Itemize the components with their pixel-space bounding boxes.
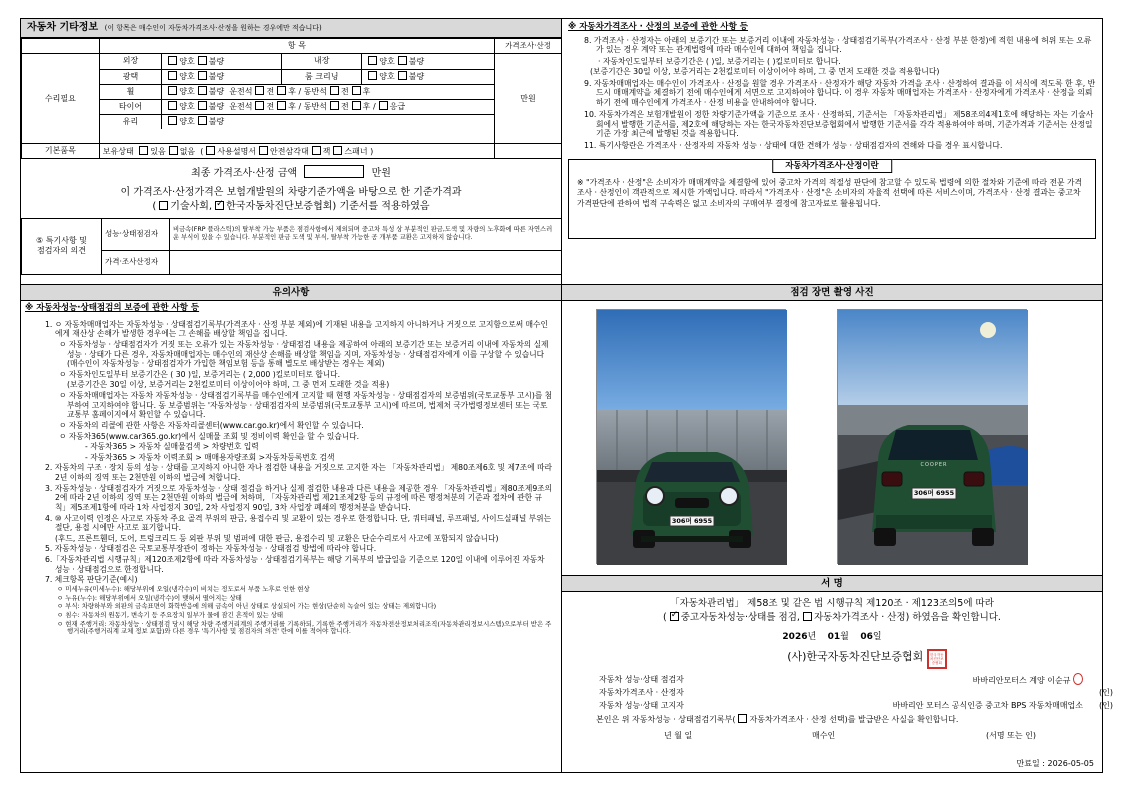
room-good-checkbox[interactable]: [368, 71, 377, 80]
caution-header: 유의사항: [21, 285, 561, 301]
item-11: 11. 특기사항란은 가격조사 · 산정자의 자동차 성능 · 상태에 대한 견해가 성능 · 상태점검자의 견해와 다를 경우 표시합니다.: [584, 140, 1003, 150]
date-month: 01: [827, 631, 841, 642]
note-1: 1. ㅇ 자동차매매업자는 자동차성능 · 상태점검기록부(가격조사 · 산정 부분 제외)에 기재된 내용을 고지하지 아니하거나 거짓으로 고지함으로써 매수인에게 재산상 손해가 발생한 경우에는 그 손해를 배상할 책임을 집니다.: [45, 319, 548, 339]
wheel-bad-checkbox[interactable]: [198, 86, 207, 95]
rear-car-illustration: [838, 310, 1028, 565]
final-amount-label: 최종 가격조사·산정 금액: [191, 168, 298, 179]
law-line-2: (✓ 중고자동차성능·상태를 점검, 자동차가격조사 · 산정) 하였음을 확인합니다.: [562, 612, 1102, 624]
note-1f: ㅇ 자동차365(www.car365.go.kr)에서 실매물 조회 및 정비이력 확인을 할 수 있습니다.: [59, 431, 360, 441]
wheel-label: 휠: [100, 84, 162, 99]
buyer-sign-row: [596, 731, 1102, 743]
item-9: 9. 자동차매매업자는 매수인이 가격조사 · 산정을 원할 경우 가격조사 · 산정자가 해당 자동차 가격을 조사 · 산정하여 결과를 이 서식에 적도록 한 후, 반드시 매매계약을 체결하기 전에 매수인에게 서면으로 고지하여야 합니다. 이 경우 자동차 매매업자는 가격조사 · 산정자에게 가격조사 · 산정을 의뢰하기 전에 매수인에게 가격조사 · 산정 비용을 안내하여야 합니다.: [584, 78, 1096, 108]
etc-title-row: [21, 19, 561, 38]
document-page: [20, 18, 1113, 773]
law-line-1: 「자동차관리법」 제58조 및 같은 법 시행규칙 제120조 · 제123조의5에 따라: [670, 598, 994, 609]
expiry-date: 만료일 : 2026-05-05: [1016, 759, 1094, 768]
note-1c: ㅇ 자동차인도일부터 보증기간은 ( 30 )일, 보증거리는 ( 2,000 )킬로미터로 합니다.: [59, 369, 341, 379]
interior-good-checkbox[interactable]: [368, 56, 377, 65]
room-bad-checkbox[interactable]: [398, 71, 407, 80]
buyer-confirm: 본인은 위 자동차성능 · 상태점검기록부( 자동차가격조사 · 산정 선택)를 발급받은 사실을 확인합니다.: [596, 715, 959, 724]
tire-pass-front-checkbox[interactable]: [330, 101, 339, 110]
date-year: 2026: [782, 631, 808, 642]
note-1c-sub: (보증기간은 30일 이상, 보증거리는 2천킬로미터 이상이어야 하며, 그 중 먼저 도래한 것을 적용): [67, 380, 390, 390]
note-1b: ㅇ 자동차성능 · 상태점검자가 거짓 또는 오류가 있는 자동차성능 · 상태점검 내용을 제공하여 아래의 보증기간 또는 보증거리 이내에 자동차의 실제 성능 · 상태가 다른 경우, 자동차매매업자는 매수인의 재산상 손해를 배상할 책임을 지며, 자동차성능 · 상태점검자에게 이를 구상할 수 있습니다(매수인이 자동차성능 · 상태점검자가 가입한 책임보험 등을 통해 별도로 배상받는 경우는 제외): [59, 339, 549, 369]
criteria-1: ㅇ 미세누유(미세누수): 해당부위에 오일(냉각수)이 비치는 정도로서 부품 노후로 인한 현상: [57, 584, 310, 593]
appraiser-sign-seal: (인): [1099, 687, 1113, 697]
caution-panel: [20, 284, 562, 773]
sign-date: 2026년 01월 06일: [782, 631, 882, 642]
photos-header: 점검 장면 촬영 사진: [562, 285, 1102, 301]
buyer-appraisal-checkbox[interactable]: [738, 714, 747, 723]
final-amount-field[interactable]: [304, 165, 364, 178]
wheel-good-checkbox[interactable]: [168, 86, 177, 95]
etc-title: 자동차 기타정보: [27, 22, 99, 33]
room-cleaning-label: 룸 크리닝: [282, 69, 362, 84]
none-checkbox[interactable]: [169, 146, 178, 155]
item-10: 10. 자동차가격은 보험개발원이 정한 차량기준가액을 기준으로 조사 · 산정하되, 기준서는 「자동차관리법」 제58조의4제1호에 해당하는 자는 기술사회에서 발행한 기준서를, 제2호에 해당하는 자는 한국자동차진단보증협회에서 발행한 기준서를 각각 적용하여야 하며, 기준가격과 기준서는 산정일 기준 가장 최근에 발행된 것을 적용합니다.: [584, 109, 1094, 139]
appraisal-checkbox[interactable]: [803, 612, 812, 621]
basic-items-label: 기본품목: [22, 144, 100, 159]
appraisal-definition-text: ※ "가격조사 · 산정"은 소비자가 매매계약을 체결함에 있어 중고차 가격의 적절성 판단에 참고할 수 있도록 법령에 의한 절차와 기준에 따라 전문 가격조사 · 산정인이 객관적으로 제시한 가액입니다. 따라서 "가격조사 · 산정"은 소비자의 자율적 선택에 따른 서비스이며, 가격조사 · 산정 결과는 중고차 가격판단에 관하여 법적 구속력은 없고 소비자의 구매여부 결정에 참고자료로 활용됩니다.: [577, 177, 1083, 208]
glass-bad-checkbox[interactable]: [198, 116, 207, 125]
tire-label: 타이어: [100, 99, 162, 114]
etc-info-panel: [20, 18, 562, 285]
appraiser-opinion-field[interactable]: [170, 250, 562, 274]
note-4-sub: (후드, 프론트휀더, 도어, 트렁크리드 등 외판 부위 및 범퍼에 대한 판금, 용접수리 및 교환은 단순수리로서 사고에 포함되지 않습니다): [55, 533, 499, 543]
appraisal-definition-box: [568, 159, 1096, 239]
note-1e: ㅇ 자동차의 리콜에 관한 사항은 자동차리콜센터(www.car.go.kr)에서 확인할 수 있습니다.: [59, 420, 364, 430]
criteria-2: ㅇ 누유(누수): 해당부위에서 오일(냉각수)이 맺혀서 떨어지는 상태: [57, 593, 242, 602]
glass-good-checkbox[interactable]: [168, 116, 177, 125]
exterior-bad-checkbox[interactable]: [198, 56, 207, 65]
opinion-label: ⑤ 특기사항 및 점검자의 의견: [22, 218, 102, 274]
etc-table: 항 목 가격조사·산정 수리필요 외장 양호 불량 내장 양호 불량 광택 양호 불량 룸 크리닝 양호 불량 휠 양호 불량 운전석 전 후 / 동반석 전 후 타이어 양호 불량 운전석 전 후 / 동반석 전 후 / 응급 유리 양호 불량 만원 기본품목 보유상태 있음 없음 ( 사용설명서 안전삼각대 잭 스패너 ): [21, 38, 562, 159]
inspector-seal-icon: [1073, 673, 1083, 685]
note-3: 3. 자동차성능 · 상태점검자가 거짓으로 자동차성능 · 상태 점검을 하거나 실제 점검한 내용과 다른 내용을 제공한 경우 「자동차관리법」제80조제9조의2에 따라 2년 이하의 징역 또는 2천만원 이하의 벌금에 처하며, 「자동차관리법 제21조제2항 등의 규정에 따른 행정처분의 기준과 절차에 관한 규칙」제5조제1항에 따라 1차 사업정지 30일, 2차 사업정지 90일, 3차 사업장 폐쇄의 행정처분을 받습니다.: [45, 483, 553, 512]
notifier-sign-name: 바바리안 모터스 공식인증 중고차 BPS 자동차매매업소: [892, 700, 1083, 710]
col-price: 가격조사·산정: [495, 39, 562, 54]
inspector-sign-name: 바바리안모터스 계양 이순규: [746, 673, 1086, 686]
tire-driver-front-checkbox[interactable]: [255, 101, 264, 110]
tire-driver-rear-checkbox[interactable]: [277, 101, 286, 110]
wheel-driver-rear-checkbox[interactable]: [277, 86, 286, 95]
item-8-period: · 자동차인도일부터 보증기간은 ( )일, 보증거리는 ( )킬로미터로 합니다.: [598, 57, 841, 67]
criteria-4: ㅇ 침수: 자동차의 원동기, 변속기 등 주요장치 일부가 물에 잠긴 흔적이 있는 상태: [57, 610, 284, 619]
final-amount-unit: 만원: [371, 168, 391, 179]
glass-label: 유리: [100, 114, 162, 129]
note-1f-sub2: - 자동차365 > 자동차 이력조회 > 매매용자량조회 >자동차등록번호 검색: [85, 452, 335, 462]
note-5: 5. 자동차성능 · 상태점검은 국토교통부장관이 정하는 자동차성능 · 상태점검 방법에 따라야 합니다.: [45, 544, 377, 554]
interior-bad-checkbox[interactable]: [398, 56, 407, 65]
front-plate-text: 306머 6955: [671, 517, 713, 525]
standard-line-2: ( 기술사회,✓ 한국자동차진단보증협회) 기준서를 적용하였음: [21, 201, 561, 214]
criteria-list: [41, 586, 553, 636]
note-7: 7. 체크항목 판단기준(예시): [45, 575, 138, 585]
signature-header: 서 명: [562, 576, 1102, 592]
interior-label: 내장: [282, 54, 362, 69]
caution-notes: [21, 316, 561, 636]
tech-society-checkbox[interactable]: [159, 201, 168, 210]
gloss-good-checkbox[interactable]: [168, 71, 177, 80]
criteria-3: ㅇ 부식: 차량하부와 외판의 금속표면이 화학반응에 의해 금속이 아닌 상태로 상실되어 가는 현상(단순히 녹슬어 있는 상태는 제외합니다): [57, 602, 437, 611]
spanner-checkbox[interactable]: [333, 146, 342, 155]
buyer-date: 년 월 일: [664, 731, 693, 740]
triangle-checkbox[interactable]: [259, 146, 268, 155]
item-8-note: (보증기간은 30일 이상, 보증거리는 2천킬로미터 이상이어야 하며, 그 중 먼저 도래한 것을 적용합니다): [590, 66, 940, 76]
note-4: 4. ⑩ 사고이력 인정은 사고로 자동차 주요 골격 부위의 판금, 용접수리 및 교환이 있는 경우로 한정합니다. 단, 쿼터패널, 루프패널, 사이드실패널 부위는 절단, 용접 시에만 사고로 표기합니다.: [45, 513, 552, 533]
unit-won: 만원: [495, 54, 562, 144]
final-amount-row: [21, 165, 561, 181]
repair-label: 수리필요: [22, 54, 100, 144]
tire-emergency-checkbox[interactable]: [379, 101, 388, 110]
inspector-opinion-text: 비금속(FRP 플라스틱)의 탈부착 가능 부품은 점검사항에서 제외되며 중고차 특성 상 부분적인 판금,도색 및 자량의 노후화에 따른 자연스러운 부식이 있을 수 있습니다. 부분적인 판금 도색 및 부식, 탈부착 가능한 공 개부품 교환은 고지하지 않습니다.: [170, 218, 562, 250]
note-2: 2. 자동차의 구조 · 장치 등의 성능 · 상태를 고지하지 아니한 자나 점검한 내용을 거짓으로 고지한 자는 「자동차관리법」 제80조제6호 및 제7조에 따라 2년 이하의 징역 또는 2천만원 이하의 벌금에 처합니다.: [45, 463, 552, 482]
inspector-sign-label: 자동차 성능·상태 점검자: [599, 674, 684, 684]
sign-org: [562, 649, 1102, 669]
rear-car-photo: [837, 309, 1027, 564]
standard-line-1: 이 가격조사·산정가격은 보험개발원의 차량기준가액을 바탕으로 한 기준가격과: [120, 186, 462, 198]
possession-label: 보유상태: [102, 146, 134, 156]
front-car-illustration: [597, 310, 787, 565]
appraiser-label: 가격·조사산정자: [102, 250, 170, 274]
etc-note: (이 항목은 매수인이 자동차가격조사·산정을 원하는 경우에만 적습니다): [104, 24, 322, 32]
item-8: 8. 가격조사 · 산정자는 아래의 보증기간 또는 보증거리 이내에 자동차성능 · 상태점검기록부(가격조사 · 산정 부분 한정)에 적힌 내용에 허위 또는 오류가 있는 경우 계약 또는 관계법령에 따라 매수인에 대하여 책임을 집니다.: [584, 35, 1092, 55]
gloss-bad-checkbox[interactable]: [198, 71, 207, 80]
appraisal-guarantee-title: ※ 자동차가격조사 · 산정의 보증에 관한 사항 등: [568, 22, 749, 32]
criteria-5: ㅇ 현재 주행거리: 자동차성능 · 상태점검 당시 해당 차량 주행거리계의 주행거리를 기록하되, 기록한 주행거리가 자동차전산정보처리조직(자동차관리정보시스템)으로부터 받은 주행거리(주행거리계 교체 정보 포함)와 다른 경우 '특기사항 및 점검자의 의견' 란에 이를 적어야 합니다.: [57, 619, 552, 636]
notifier-sign-label: 자동차 성능·상태 고지자: [599, 700, 684, 710]
notifier-sign-seal: (인): [1099, 700, 1113, 710]
appraisal-guarantee-panel: [561, 18, 1103, 285]
jack-checkbox[interactable]: [312, 146, 321, 155]
front-car-photo: [596, 309, 786, 564]
col-item: 항 목: [99, 39, 494, 54]
inspector-label: 성능·상태점검자: [102, 218, 170, 250]
photos-panel: [561, 284, 1103, 576]
appraiser-sign-label: 자동차가격조사 · 산정자: [599, 687, 684, 697]
tire-good-checkbox[interactable]: [168, 101, 177, 110]
tire-bad-checkbox[interactable]: [198, 101, 207, 110]
rear-cooper-badge: COOPER: [920, 462, 948, 468]
signature-panel: [561, 575, 1113, 773]
caution-title: ※ 자동차성능·상태점검의 보증에 관한 사항 등: [25, 303, 200, 313]
rear-plate-text: 306머 6955: [913, 489, 955, 497]
used-car-check-checkbox[interactable]: [670, 612, 679, 621]
gloss-label: 광택: [100, 69, 162, 84]
exterior-good-checkbox[interactable]: [168, 56, 177, 65]
note-1d: ㅇ 자동차매매업자는 자동차 자동차성능 · 상태점검기록부를 매수인에게 고지할 때 현행 자동차성능 · 상태점검자의 보증범위(국토교통부 고시)를 첨부하여 고지하여야 합니다. 동 보증범위는 '자동차성능 · 상태점검자의 보증범위(국토교통부 고시)에 따르며, 법제처 국가법령정보센터 또는 국토교통부 홈페이지에서 확인할 수 있습니다.: [59, 391, 553, 420]
exterior-label: 외장: [100, 54, 162, 69]
appraisal-definition-title: 자동차가격조사·산정이란: [772, 159, 892, 174]
buyer-label: 매수인: [812, 731, 836, 740]
manual-checkbox[interactable]: [206, 146, 215, 155]
note-1f-sub1: - 자동차365 > 자동차 실매물검색 > 차량번호 입력: [85, 442, 259, 452]
have-checkbox[interactable]: [139, 146, 148, 155]
tire-pass-rear-checkbox[interactable]: [352, 101, 361, 110]
org-seal: 한국자동차진단보증협회: [927, 649, 947, 669]
wheel-pass-front-checkbox[interactable]: [330, 86, 339, 95]
org-name: (사)한국자동차진단보증협회: [787, 650, 924, 663]
wheel-driver-front-checkbox[interactable]: [255, 86, 264, 95]
repair-subtable: 외장 양호 불량 내장 양호 불량 광택 양호 불량 룸 크리닝 양호 불량 휠 양호 불량 운전석 전 후 / 동반석 전 후 타이어 양호 불량 운전석 전 후 / 동반석 전 후 / 응급 유리 양호 불량: [100, 54, 494, 129]
opinion-table: [21, 218, 562, 275]
wheel-pass-rear-checkbox[interactable]: [352, 86, 361, 95]
buyer-signature: (서명 또는 인): [986, 731, 1036, 740]
signers-table: [596, 673, 1116, 712]
note-6: 6.「자동차관리법 시행규칙」제120조제2항에 따라 자동차성능 · 상태점검기록부는 해당 기록부의 발급일을 기준으로 120일 이내에 이루어진 자동차 성능 · 상태점검으로 한정합니다.: [45, 555, 545, 574]
appraisal-guarantee-list: [568, 36, 1096, 151]
kadia-checkbox[interactable]: [215, 201, 224, 210]
date-day: 06: [860, 631, 873, 642]
